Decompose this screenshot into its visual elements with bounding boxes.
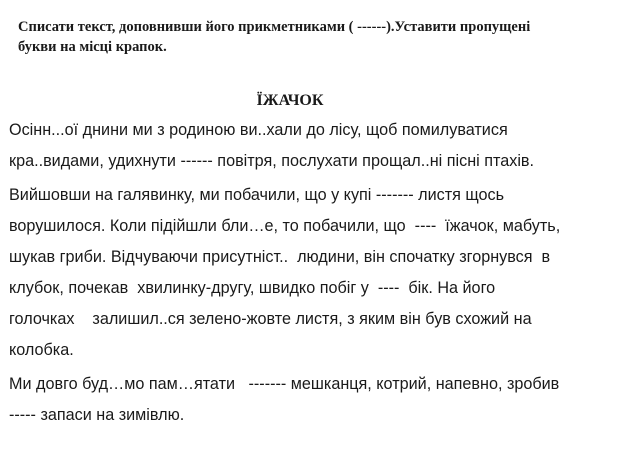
paragraph-1-line-1: Осінн...ої днини ми з родиною ви..хали до лісу, щоб помилуватися (9, 121, 508, 139)
instruction-line-2: букви на місці крапок. (18, 39, 167, 55)
paragraph-3-line-1: Ми довго буд…мо пам…ятати ------- мешканця, котрий, напевно, зробив (9, 375, 560, 393)
task-instruction (18, 17, 613, 57)
paragraph-2-line-2: ворушилося. Коли підійшли бли…е, то побачили, що ---- їжачок, мабуть, (9, 217, 561, 235)
paragraph-2-line-4: клубок, почекав хвилинку-другу, швидко побіг у ---- бік. На його (9, 279, 496, 297)
paragraph-1-line-2: кра..видами, удихнути ------ повітря, послухати прощал..ні пісні птахів. (9, 152, 535, 170)
paragraph-2-line-5: голочках залишил..ся зелено-жовте листя, з яким він був схожий на (9, 310, 532, 328)
paragraph-3-line-2: ----- запаси на зимівлю. (9, 406, 185, 424)
paragraph-2-line-1: Вийшовши на галявинку, ми побачили, що у купі ------- листя щось (9, 186, 505, 204)
paragraph-2-line-3: шукав гриби. Відчуваючи присутніст.. людини, він спочатку згорнувся в (9, 248, 551, 266)
text-title: ЇЖАЧОК (256, 92, 324, 109)
instruction-line-1: Списати текст, доповнивши його прикметниками ( ------).Уставити пропущені (18, 19, 531, 35)
paragraph-2-line-6: колобка. (9, 341, 74, 359)
